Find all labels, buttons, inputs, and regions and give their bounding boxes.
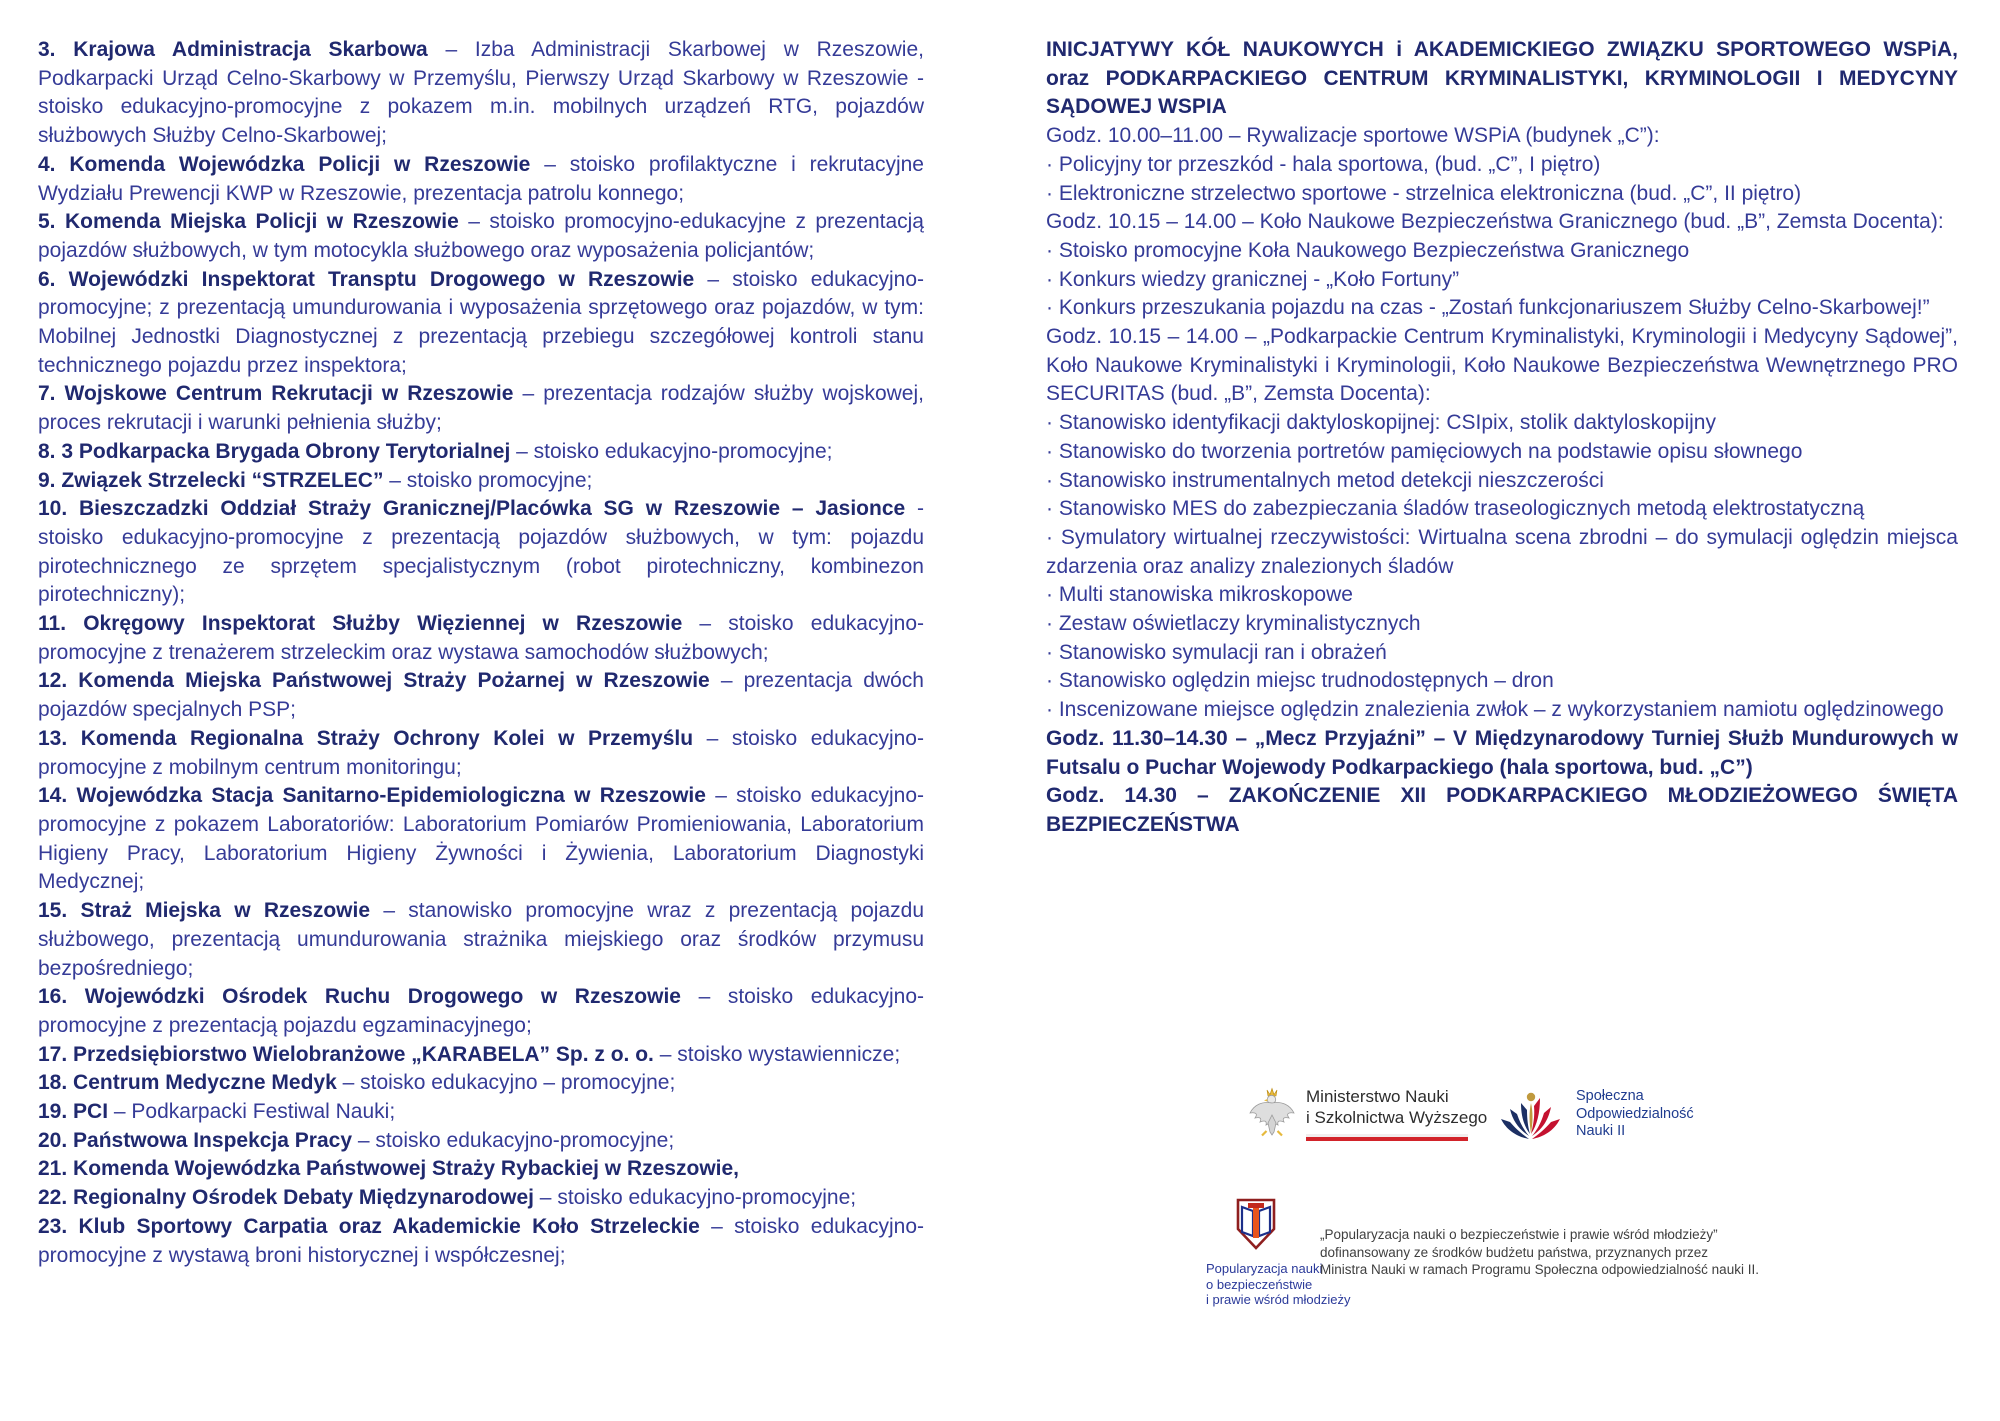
list-item	[38, 151, 924, 208]
program-line: · Konkurs wiedzy granicznej - „Koło Fortuny”	[1046, 267, 1460, 291]
exhibitor-desc: – stoisko edukacyjno-promocyjne z mobilnym centrum monitoringu;	[38, 726, 924, 779]
list-item	[38, 1041, 924, 1070]
popularization-logo-text	[1206, 1261, 1351, 1308]
exhibitor-desc: – stoisko profilaktyczne i rekrutacyjne Wydziału Prewencji KWP w Rzeszowie, prezentacja patrolu konnego;	[38, 152, 924, 205]
list-item	[38, 36, 924, 151]
exhibitor-desc: – stanowisko promocyjne wraz z prezentacją pojazdu służbowego, prezentacją umundurowania strażnika miejskiego oraz środków przymusu bezpośredniego;	[38, 899, 925, 980]
pop-line3: i prawie wśród młodzieży	[1206, 1292, 1351, 1307]
book-shield-icon	[1233, 1196, 1279, 1253]
exhibitor-name: 20. Państwowa Inspekcja Pracy	[38, 1128, 352, 1152]
list-item	[38, 495, 924, 610]
exhibitor-name: 6. Wojewódzki Inspektorat Transptu Drogowego w Rzeszowie	[38, 267, 695, 291]
list-item	[38, 208, 924, 265]
program-line: · Stanowisko identyfikacji daktyloskopijnej: CSIpix, stolik daktyloskopijny	[1046, 411, 1716, 435]
exhibitor-desc: – prezentacja dwóch pojazdów specjalnych PSP;	[38, 669, 924, 722]
funding-note-line3: Ministra Nauki w ramach Programu Społeczna odpowiedzialność nauki II.	[1320, 1262, 1759, 1277]
list-item	[38, 983, 924, 1040]
program-highlight: Godz. 11.30–14.30 – „Mecz Przyjaźni” – V Międzynarodowy Turniej Służb Mundurowych w Futsalu o Puchar Wojewody Podkarpackiego (hala sportowa, bud. „C”)	[1046, 726, 1958, 779]
flag-strip	[1306, 1134, 1468, 1141]
exhibitor-desc: – stoisko edukacyjno-promocyjne;	[352, 1128, 675, 1152]
exhibitor-name: 15. Straż Miejska w Rzeszowie	[38, 899, 371, 923]
program-line: · Inscenizowane miejsce oględzin znalezienia zwłok – z wykorzystaniem namiotu oględzinowego	[1046, 698, 1944, 722]
exhibitor-name: 10. Bieszczadzki Oddział Straży Granicznej/Placówka SG w Rzeszowie – Jasionce	[38, 497, 906, 521]
list-item	[38, 1069, 924, 1098]
ministry-logo-text	[1306, 1086, 1487, 1141]
list-item	[38, 380, 924, 437]
list-item	[38, 610, 924, 667]
list-item	[38, 1184, 924, 1213]
flag-red-stripe	[1306, 1137, 1468, 1141]
exhibitor-name: 19. PCI	[38, 1100, 109, 1124]
program-line: · Konkurs przeszukania pojazdu na czas - „Zostań funkcjonariuszem Służby Celno-Skarbowej!”	[1046, 296, 1930, 320]
exhibitor-desc: – Izba Administracji Skarbowej w Rzeszowie, Podkarpacki Urząd Celno-Skarbowy w Przemyślu, Pierwszy Urząd Skarbowy w Rzeszowie - stoisko edukacyjno-promocyjne z pokazem m.in. mobilnych urządzeń RTG, pojazdów służbowych Służby Celno-Skarbowej;	[38, 38, 924, 148]
son-line3: Nauki II	[1576, 1123, 1626, 1139]
exhibitor-name: 12. Komenda Miejska Państwowej Straży Pożarnej w Rzeszowie	[38, 669, 710, 693]
social-responsibility-logo	[1498, 1088, 1694, 1144]
funding-note-line1: „Popularyzacja nauki o bezpieczeństwie i prawie wśród młodzieży”	[1320, 1227, 1718, 1242]
exhibitor-name: 13. Komenda Regionalna Straży Ochrony Kolei w Przemyślu	[38, 726, 694, 750]
exhibitor-desc: – stoisko edukacyjno-promocyjne z pokazem Laboratoriów: Laboratorium Pomiarów Promieniowania, Laboratorium Higieny Pracy, Laboratorium Higieny Żywności i Żywienia, Laboratorium Diagnostyki Medycznej;	[38, 784, 925, 894]
program-line: · Stanowisko MES do zabezpieczania śladów traseologicznych metodą elektrostatyczną	[1046, 497, 1865, 521]
program-line: Godz. 10.15 – 14.00 – Koło Naukowe Bezpieczeństwa Granicznego (bud. „B”, Zemsta Docenta):	[1046, 210, 1944, 234]
exhibitor-desc: - stoisko edukacyjno-promocyjne z prezentacją pojazdów służbowych, w tym: pojazdu pirotechnicznego ze sprzętem specjalistycznym (robot pirotechniczny, kombinezon pirotechniczny);	[38, 497, 924, 607]
polish-eagle-icon	[1248, 1086, 1296, 1142]
funding-note-line2: dofinansowany ze środków budżetu państwa, przyznanych przez	[1320, 1244, 1708, 1260]
program-closing: Godz. 14.30 – ZAKOŃCZENIE XII PODKARPACKIEGO MŁODZIEŻOWEGO ŚWIĘTA BEZPIECZEŃSTWA	[1046, 784, 1958, 836]
exhibitor-desc: – stoisko edukacyjno-promocyjne z trenażerem strzeleckim oraz wystawa samochodów służbowych;	[38, 612, 924, 664]
program-line: · Stanowisko oględzin miejsc trudnodostępnych – dron	[1046, 669, 1554, 693]
list-item	[38, 438, 924, 467]
popularization-logo	[1206, 1196, 1351, 1308]
open-book-phoenix-icon	[1498, 1088, 1564, 1144]
program-line: · Stanowisko symulacji ran i obrażeń	[1046, 640, 1387, 664]
pop-line1: Popularyzacja nauki	[1206, 1261, 1323, 1276]
ministry-logo	[1248, 1086, 1487, 1142]
pop-line2: o bezpieczeństwie	[1206, 1276, 1313, 1292]
exhibitor-desc: – Podkarpacki Festiwal Nauki;	[108, 1100, 396, 1124]
list-item	[38, 667, 924, 724]
exhibitor-name: 5. Komenda Miejska Policji w Rzeszowie	[38, 210, 459, 234]
exhibitor-desc: – prezentacja rodzajów służby wojskowej, proces rekrutacji i warunki pełnienia służby;	[38, 382, 924, 435]
exhibitor-desc: – stoisko edukacyjno-promocyjne z wystawą broni historycznej i współczesnej;	[38, 1214, 925, 1267]
exhibitor-name: 14. Wojewódzka Stacja Sanitarno-Epidemiologiczna w Rzeszowie	[38, 784, 706, 808]
list-item	[38, 266, 924, 381]
exhibitor-desc: – stoisko edukacyjno – promocyjne;	[336, 1071, 676, 1095]
program-line: · Policyjny tor przeszkód - hala sportowa, (bud. „C”, I piętro)	[1046, 152, 1601, 176]
program-line: · Multi stanowiska mikroskopowe	[1046, 583, 1353, 607]
funding-note	[1320, 1226, 1759, 1279]
program-line: · Stanowisko do tworzenia portretów pamięciowych na podstawie opisu słownego	[1046, 439, 1803, 463]
program-line: · Zestaw oświetlaczy kryminalistycznych	[1046, 612, 1421, 636]
social-responsibility-logo-text	[1576, 1088, 1694, 1141]
exhibitor-name: 21. Komenda Wojewódzka Państwowej Straży Rybackiej w Rzeszowie,	[38, 1157, 739, 1181]
program-line: Godz. 10.00–11.00 – Rywalizacje sportowe WSPiA (budynek „C”):	[1046, 124, 1660, 148]
ministry-name-line1: Ministerstwo Nauki	[1306, 1087, 1449, 1106]
list-item	[38, 467, 924, 496]
exhibitor-name: 3. Krajowa Administracja Skarbowa	[38, 38, 428, 61]
exhibitor-name: 18. Centrum Medyczne Medyk	[38, 1071, 337, 1095]
exhibitor-name: 11. Okręgowy Inspektorat Służby Więziennej w Rzeszowie	[38, 612, 683, 636]
exhibitors-list	[38, 36, 924, 1270]
program-column	[1046, 36, 1958, 840]
program-line: · Stanowisko instrumentalnych metod detekcji nieszczerości	[1046, 468, 1604, 492]
son-line1: Społeczna	[1576, 1088, 1644, 1104]
exhibitor-desc: – stoisko edukacyjno-promocyjne z prezentacją pojazdu egzaminacyjnego;	[38, 985, 924, 1037]
list-item	[38, 1098, 924, 1127]
exhibitor-desc: – stoisko promocyjno-edukacyjne z prezentacją pojazdów służbowych, w tym motocykla służbowego oraz wyposażenia policjantów;	[38, 210, 924, 262]
exhibitor-name: 8. 3 Podkarpacka Brygada Obrony Terytorialnej	[38, 439, 511, 463]
list-item	[38, 1127, 924, 1156]
exhibitor-name: 23. Klub Sportowy Carpatia oraz Akademickie Koło Strzeleckie	[38, 1214, 700, 1238]
exhibitor-desc: – stoisko promocyjne;	[383, 468, 593, 492]
exhibitor-desc: – stoisko edukacyjno-promocyjne; z prezentacją umundurowania i wyposażenia sprzętowego oraz pojazdów, w tym: Mobilnej Jednostki Diagnostycznej z prezentacją przebiegu szczegółowej kontroli stanu technicznego pojazdu przez inspektora;	[38, 267, 924, 377]
list-item	[38, 1155, 924, 1184]
exhibitor-desc: – stoisko edukacyjno-promocyjne;	[510, 439, 833, 463]
exhibitor-name: 22. Regionalny Ośrodek Debaty Międzynarodowej	[38, 1186, 534, 1210]
program-line: · Symulatory wirtualnej rzeczywistości: Wirtualna scena zbrodni – do symulacji oględzin miejsca zdarzenia oraz analizy znalezionych śladów	[1046, 525, 1958, 578]
program-line: Godz. 10.15 – 14.00 – „Podkarpackie Centrum Kryminalistyki, Kryminologii i Medycyny Sądowej”, Koło Naukowe Kryminalistyki i Kryminologii, Koło Naukowe Bezpieczeństwa Wewnętrznego PRO SECURITAS (bud. „B”, Zemsta Docenta):	[1046, 325, 1958, 406]
exhibitor-desc: – stoisko wystawiennicze;	[653, 1042, 901, 1066]
exhibitor-name: 16. Wojewódzki Ośrodek Ruchu Drogowego w Rzeszowie	[38, 985, 681, 1009]
exhibitor-name: 4. Komenda Wojewódzka Policji w Rzeszowie	[38, 152, 531, 176]
list-item	[38, 897, 924, 983]
list-item	[38, 1213, 924, 1270]
list-item	[38, 782, 924, 897]
exhibitor-name: 7. Wojskowe Centrum Rekrutacji w Rzeszowie	[38, 382, 514, 406]
program-line: · Stoisko promocyjne Koła Naukowego Bezpieczeństwa Granicznego	[1046, 238, 1690, 262]
exhibitor-name: 17. Przedsiębiorstwo Wielobranżowe „KARABELA” Sp. z o. o.	[38, 1042, 654, 1066]
exhibitor-name: 9. Związek Strzelecki “STRZELEC”	[38, 468, 384, 492]
list-item	[38, 725, 924, 782]
ministry-name-line2: i Szkolnictwa Wyższego	[1306, 1108, 1488, 1127]
son-line2: Odpowiedzialność	[1576, 1105, 1694, 1122]
exhibitor-desc: – stoisko edukacyjno-promocyjne;	[533, 1186, 857, 1210]
section-title: INICJATYWY KÓŁ NAUKOWYCH i AKADEMICKIEGO ZWIĄZKU SPORTOWEGO WSPiA, oraz PODKARPACKIEGO CENTRUM KRYMINALISTYKI, KRYMINOLOGII I MEDYCYNY SĄDOWEJ WSPIA	[1046, 38, 1958, 119]
program-line: · Elektroniczne strzelectwo sportowe - strzelnica elektroniczna (bud. „C”, II piętro)	[1046, 181, 1802, 205]
